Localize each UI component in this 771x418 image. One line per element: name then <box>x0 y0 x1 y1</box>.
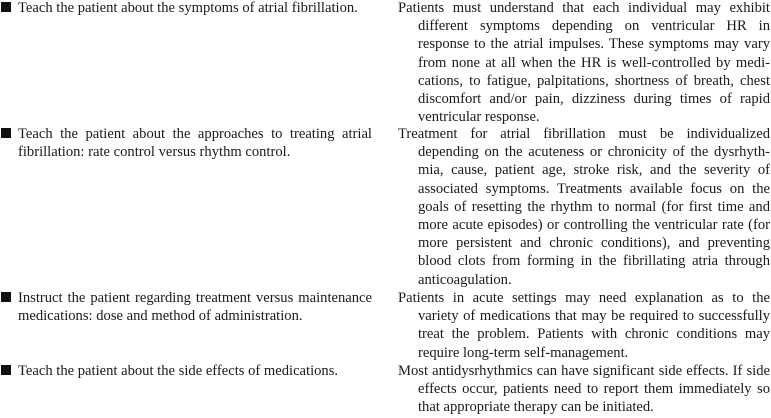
square-bullet-icon <box>1 128 11 138</box>
rationale-text: Treatment for atrial fibrillation must be individualized depending on the acuteness or chronicity of the dysrhythmia, cause, patient age, stroke risk, and the severity of associated symptoms. Treatments available focus on the goals of resetting the rhythm to normal (for first time and more acute episodes) or controlling the ventricular rate (for more persistent and chronic conditions), and preventing blood clots from forming in the fibrillating atria through anticoagulation. <box>398 126 770 288</box>
nursing-intervention: Teach the patient about the symptoms of atrial fibrillation. <box>18 0 358 16</box>
square-bullet-icon <box>1 292 11 302</box>
nursing-intervention: Teach the patient about the side effects of medications. <box>18 363 339 379</box>
rationale-text: Patients must understand that each individual may exhibit different symptoms depending on ventricular HR in response to the atrial impulses. These symptoms may vary from none at all when the HR is well-controlled by medications, to fatigue, palpitations, shortness of breath, chest discomfort and/or pain, dizziness during times of rapid ventricular response. <box>398 0 770 126</box>
square-bullet-icon <box>1 2 11 12</box>
rationale-text: Most antidysrhythmics can have significant side effects. If side effects occur, patients need to report them immediately so that appropriate therapy can be initiated. <box>398 363 770 416</box>
nursing-intervention: Teach the patient about the approaches to treating atrial fibrillation: rate control versus rhythm control. <box>18 126 372 161</box>
nursing-intervention: Instruct the patient regarding treatment versus maintenance medications: dose and method of administration. <box>18 290 372 325</box>
rationale-text: Patients in acute settings may need explanation as to the variety of medications that may be required to successfully treat the problem. Patients with chronic conditions may require long-term self-management. <box>398 290 770 361</box>
square-bullet-icon <box>1 365 11 375</box>
